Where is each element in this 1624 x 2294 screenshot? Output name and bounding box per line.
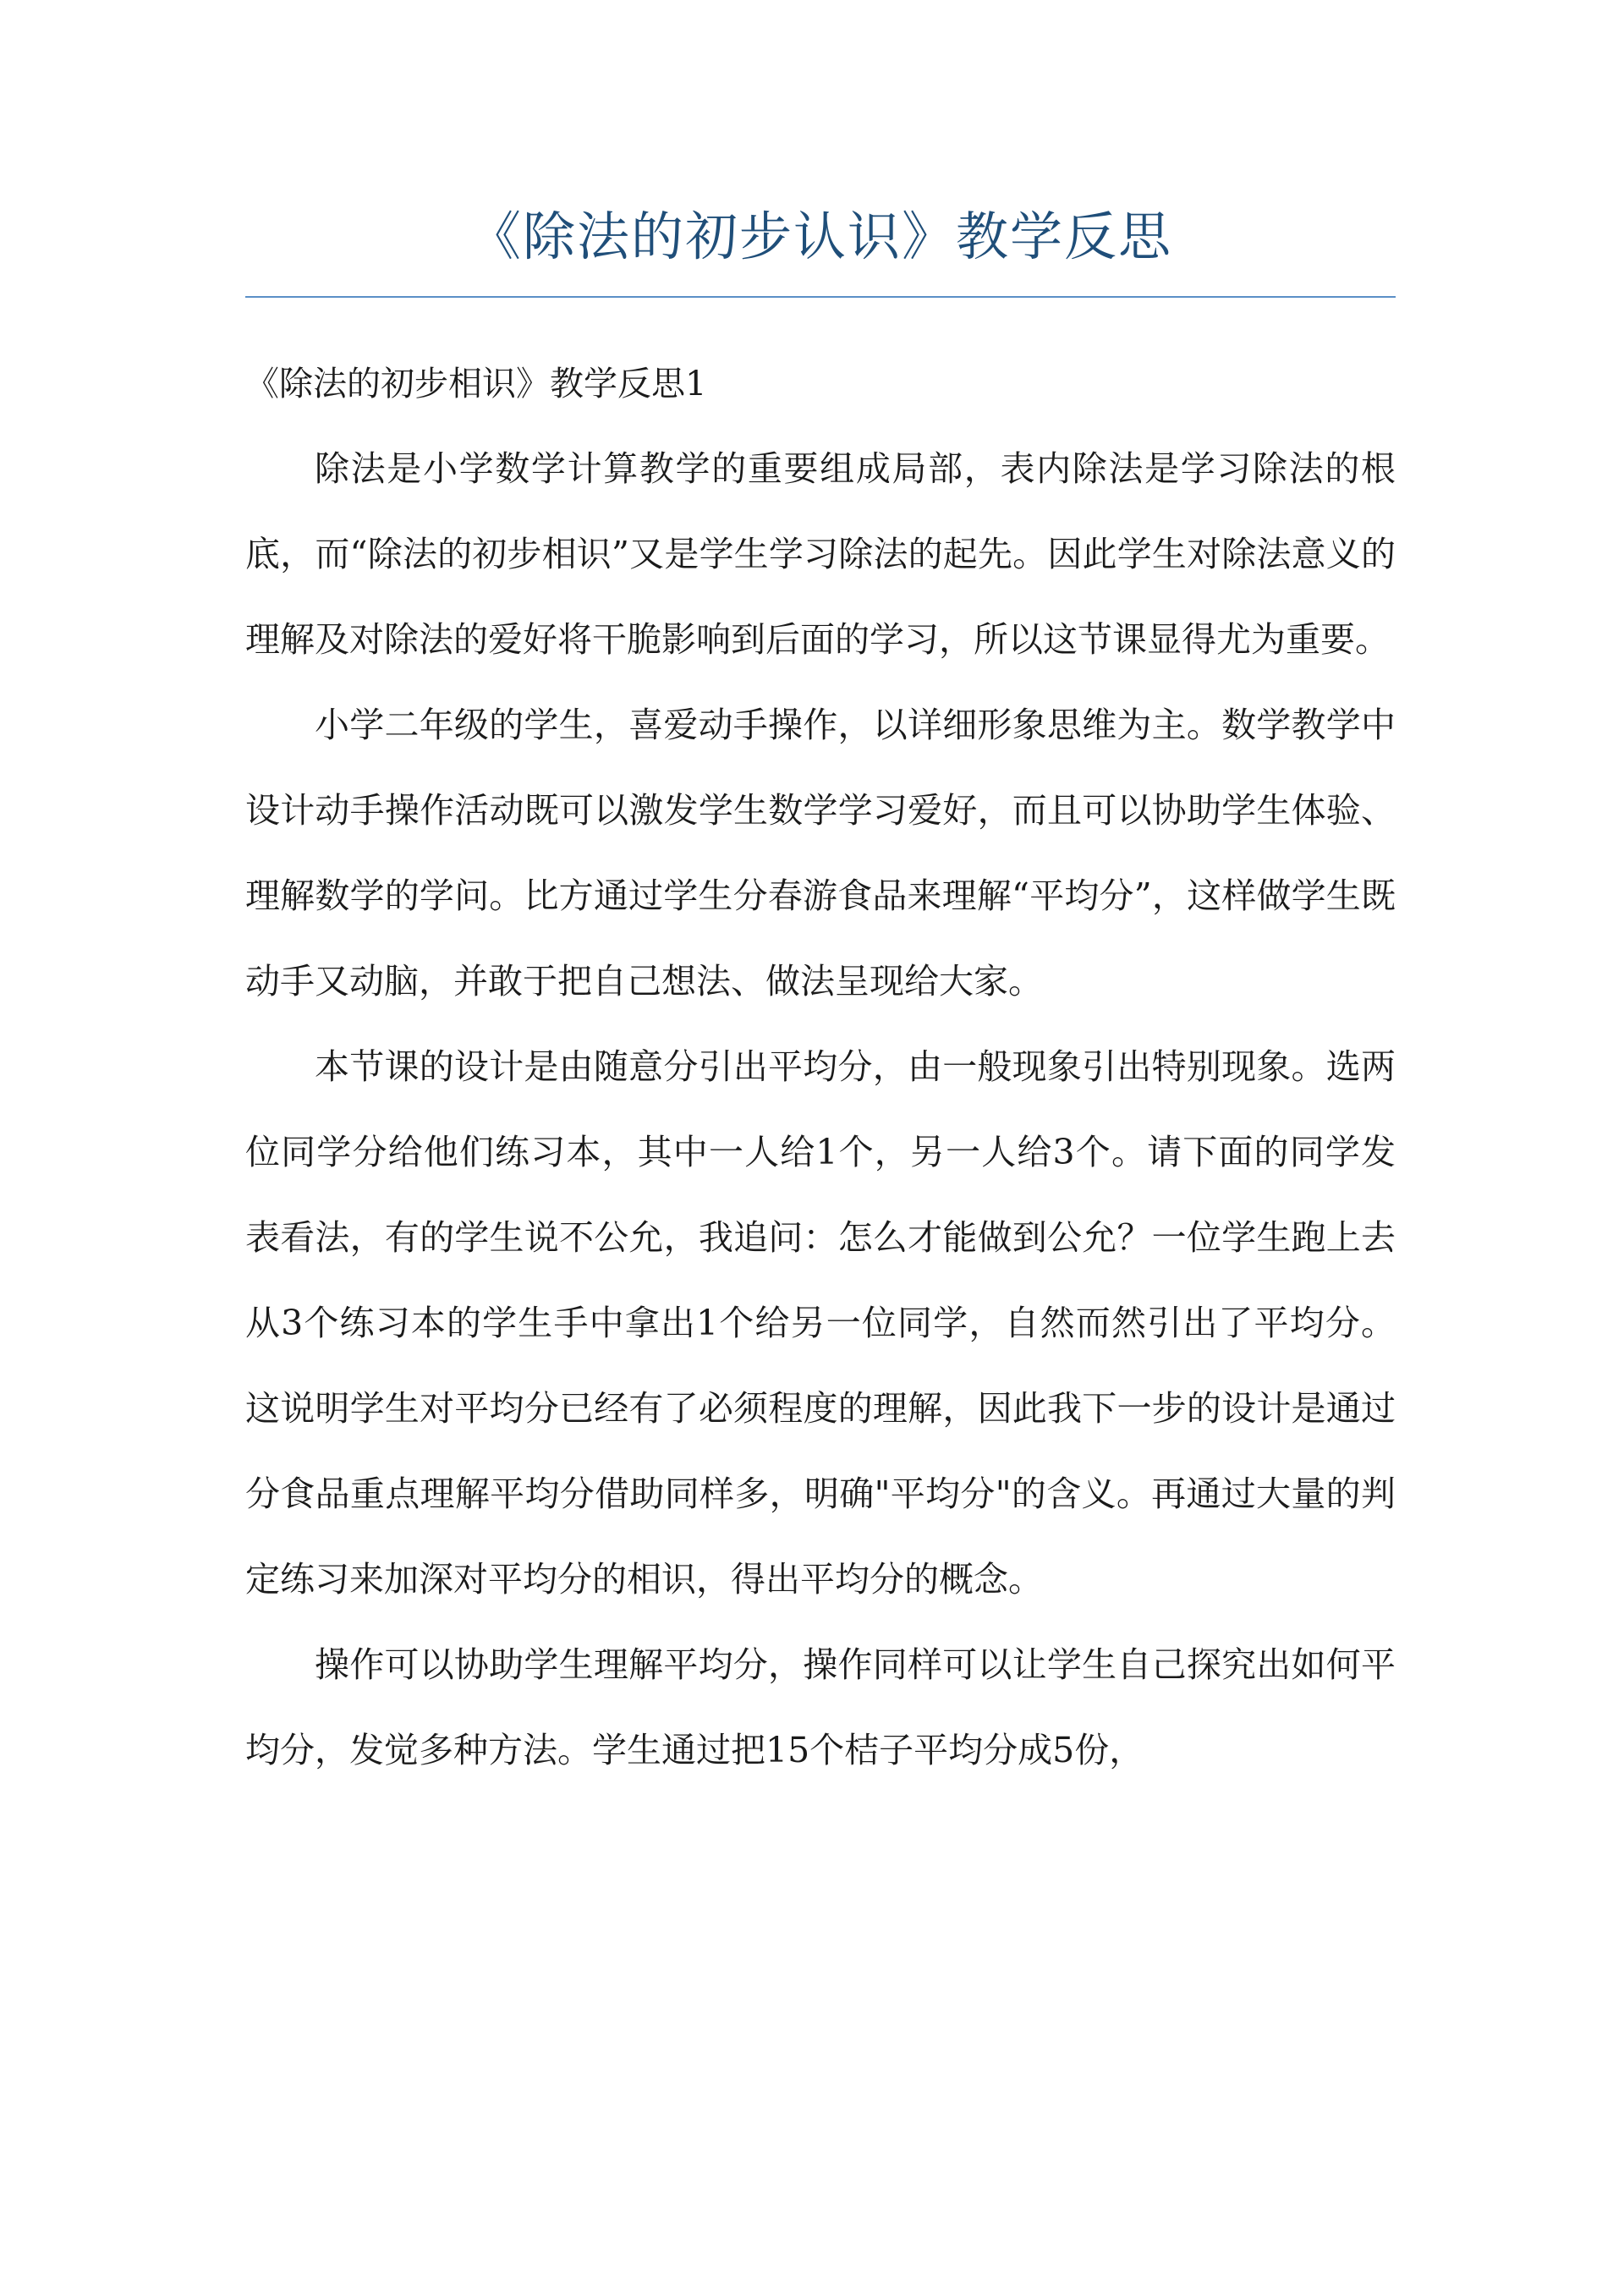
section-heading: 《除法的初步相识》教学反思1 xyxy=(245,365,707,403)
document-title: 《除法的初步认识》教学反思 xyxy=(468,206,1172,267)
body-text xyxy=(245,426,1396,1793)
paragraph: 小学二年级的学生，喜爱动手操作，以详细形象思维为主。数学教学中设计动手操作活动既可以激发学生数学学习爱好，而且可以协助学生体验、理解数学的学问。比方通过学生分春游食品来理解“平均分”，这样做学生既动手又动脑，并敢于把自己想法、做法呈现给大家。 xyxy=(245,705,1396,1002)
paragraph: 操作可以协助学生理解平均分，操作同样可以让学生自己探究出如何平均分，发觉多种方法。学生通过把15个桔子平均分成5份， xyxy=(245,1644,1396,1770)
paragraph: 本节课的设计是由随意分引出平均分，由一般现象引出特别现象。选两位同学分给他们练习本，其中一人给1个，另一人给3个。请下面的同学发表看法，有的学生说不公允，我追问：怎么才能做到公允？一位学生跑上去从3个练习本的学生手中拿出1个给另一位同学，自然而然引出了平均分。这说明学生对平均分已经有了必须程度的理解，因此我下一步的设计是通过分食品重点理解平均分借助同样多，明确"平均分"的含义。再通过大量的判定练习来加深对平均分的相识，得出平均分的概念。 xyxy=(245,1046,1396,1600)
title-divider xyxy=(245,296,1396,298)
paragraph: 除法是小学数学计算教学的重要组成局部，表内除法是学习除法的根底，而“除法的初步相识”又是学生学习除法的起先。因此学生对除法意义的理解及对除法的爱好将干脆影响到后面的学习，所以这节课显得尤为重要。 xyxy=(245,448,1396,660)
